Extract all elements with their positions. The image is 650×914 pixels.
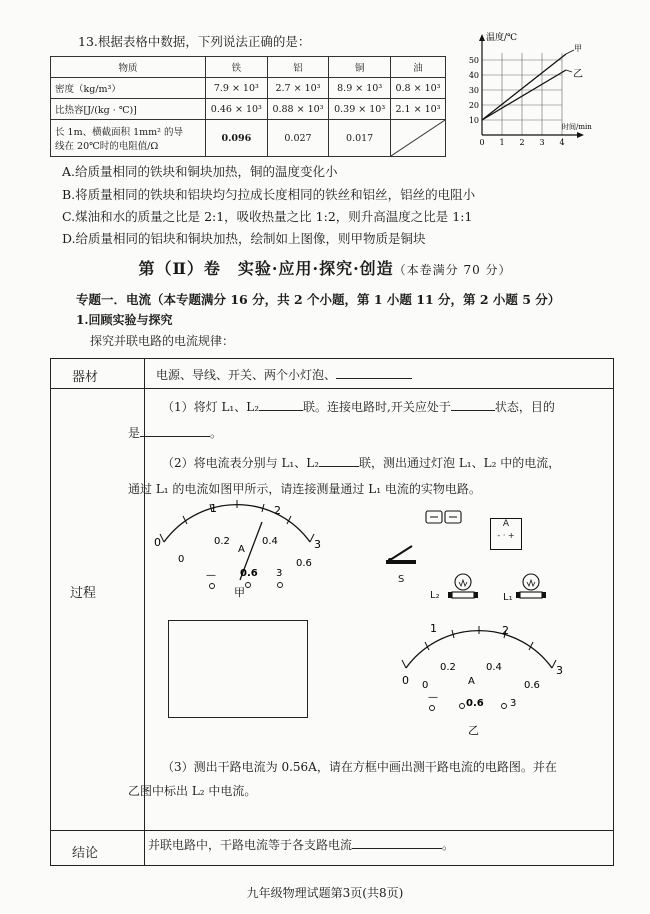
- step3-line2: 乙图中标出 L₂ 中电流。: [128, 784, 257, 798]
- meter-caption: 甲: [234, 586, 245, 599]
- dial-outer-label: 0: [402, 674, 409, 687]
- option-c: C.煤油和水的质量之比是 2:1，吸收热量之比 1:2，则升高温度之比是 1:1: [62, 209, 473, 224]
- dial-outer-label: 1: [210, 502, 217, 515]
- y-tick: 30: [468, 86, 479, 95]
- question-13-stem: 13.根据表格中数据，下列说法正确的是：: [78, 34, 311, 49]
- circuit-answer-box[interactable]: [168, 620, 308, 718]
- step1-text: 。: [210, 426, 223, 440]
- ammeter-yi-dial: [392, 616, 572, 740]
- table-header-cell: 油: [390, 57, 445, 78]
- table-header-row: [51, 57, 446, 78]
- line-jia: [482, 54, 566, 120]
- step3-line1: （3）测出干路电流为 0.56A，请在方框中画出测干路电流的电路图。并在: [162, 760, 557, 774]
- table-cell: 0.39 × 10³: [329, 99, 391, 120]
- table-cell: 7.9 × 10³: [206, 78, 268, 99]
- diagonal-slash-icon: [391, 120, 445, 156]
- dial-inner-label: 0: [178, 554, 185, 565]
- lamp-l1-label: L₁: [503, 592, 513, 603]
- dial-inner-label: 0.6: [524, 680, 540, 691]
- table-row-label-line: 长 1m、横截面积 1mm² 的导: [55, 127, 183, 138]
- step1-line1: [162, 398, 555, 416]
- table-cell-diagonal: [390, 120, 445, 157]
- dial-inner-label: 0.2: [214, 536, 230, 547]
- table-row: [51, 99, 446, 120]
- section-title: [0, 256, 650, 279]
- table-row-label: 密度（kg/m³）: [51, 78, 206, 99]
- subtopic-heading: 1.回顾实验与探究: [76, 313, 173, 327]
- y-tick: 10: [468, 116, 479, 125]
- step1-text: （1）将灯 L₁、L₂: [162, 400, 260, 414]
- x-tick: 2: [519, 138, 525, 146]
- table-cell: 0.027: [267, 120, 329, 157]
- blank-equipment[interactable]: [336, 366, 412, 379]
- equipment-label: 器材: [72, 370, 99, 385]
- terminal-3: 3: [276, 568, 283, 579]
- label-jia: 甲: [574, 44, 582, 53]
- table-cell: 2.1 × 10³: [390, 99, 445, 120]
- dial-outer-label: 3: [314, 538, 321, 551]
- ammeter-letter: A: [502, 519, 510, 529]
- step2-line2: 通过 L₁ 的电流如图甲所示，请连接测量通过 L₁ 电流的实物电路。: [128, 482, 481, 496]
- blank-meter-connect[interactable]: [319, 454, 359, 467]
- lamp-l1-icon: [514, 570, 548, 604]
- graph-ylabel: 温度/℃: [486, 33, 518, 43]
- option-a: A.给质量相同的铁块和铜块加热，铜的温度变化小: [62, 164, 338, 179]
- blank-switch-state[interactable]: [451, 398, 495, 411]
- ammeter-terminals: - · +: [497, 531, 515, 540]
- table-row-label: [51, 120, 206, 157]
- ammeter-component-icon: [490, 518, 522, 550]
- label-yi: 乙: [573, 69, 583, 80]
- table-cell: 0.017: [329, 120, 391, 157]
- terminal-06: 0.6: [466, 698, 484, 709]
- table-row: [51, 120, 446, 157]
- blank-conclusion[interactable]: [352, 836, 442, 849]
- conclusion-label: 结论: [72, 846, 99, 861]
- dial-outer-label: 3: [556, 664, 563, 677]
- dial-inner-label: 0.2: [440, 662, 456, 673]
- equipment-text: [156, 366, 412, 384]
- x-tick: 3: [539, 138, 545, 146]
- lamp-l2-label: L₂: [430, 590, 440, 601]
- battery-icon: [424, 507, 464, 527]
- table-cell: 8.9 × 10³: [329, 78, 391, 99]
- lamp-l2-icon: [446, 570, 480, 604]
- equipment-list: 电源、导线、开关、两个小灯泡、: [156, 368, 337, 382]
- section-title-note: （本卷满分 70 分）: [393, 263, 512, 277]
- graph-xlabel: 时间/min: [562, 123, 592, 131]
- step2-line1: [162, 454, 560, 472]
- table-header-cell: 铁: [206, 57, 268, 78]
- conclusion-text: [148, 836, 454, 854]
- dial-unit: A: [238, 544, 245, 555]
- table-cell: 0.096: [206, 120, 268, 157]
- table-divider: [50, 388, 614, 389]
- x-tick: 4: [559, 138, 565, 146]
- dial-inner-label: 0.6: [296, 558, 312, 569]
- table-divider: [50, 830, 614, 831]
- x-tick: 0: [479, 138, 485, 146]
- option-d: D.给质量相同的铝块和铜块加热，绘制如上图像，则甲物质是铜块: [62, 231, 426, 246]
- table-row-label: 比热容[J/(kg · ℃)]: [51, 99, 206, 120]
- process-label: 过程: [70, 586, 97, 601]
- explore-heading: 探究并联电路的电流规律：: [90, 334, 235, 348]
- conclusion-sentence: 并联电路中，干路电流等于各支路电流: [148, 838, 353, 852]
- ammeter-jia-dial: [150, 500, 330, 600]
- option-b: B.将质量相同的铁块和铝块均匀拉成长度相同的铁丝和铝丝，铝丝的电阻小: [62, 187, 476, 202]
- x-tick: 1: [499, 138, 505, 146]
- terminal-06: 0.6: [240, 568, 258, 579]
- page-footer: 九年级物理试题第3页(共8页): [246, 886, 404, 900]
- switch-label: S: [398, 574, 405, 585]
- blank-purpose[interactable]: [140, 424, 210, 437]
- conclusion-end: 。: [442, 838, 455, 852]
- dial-inner-label: 0: [422, 680, 429, 691]
- terminal-minus: —: [428, 692, 438, 703]
- y-tick: 50: [468, 56, 479, 65]
- y-tick: 40: [468, 71, 479, 80]
- table-cell: 0.8 × 10³: [390, 78, 445, 99]
- step1-text: 联。连接电路时,开关应处于: [303, 400, 451, 414]
- material-properties-table: [50, 56, 446, 157]
- dial-outer-label: 0: [154, 536, 161, 549]
- dial-outer-label: 2: [274, 504, 281, 517]
- meter-caption: 乙: [468, 724, 479, 737]
- table-row-label-line: 线在 20℃时的电阻值/Ω: [55, 141, 159, 152]
- table-header-cell: 铜: [329, 57, 391, 78]
- section-title-main: 第（Ⅱ）卷 实验·应用·探究·创造: [138, 259, 394, 278]
- table-header-cell: 物质: [51, 57, 206, 78]
- step1-text: 状态，目的: [494, 400, 555, 414]
- temperature-time-graph: [462, 28, 592, 146]
- dial-unit: A: [468, 676, 475, 687]
- dial-inner-label: 0.4: [486, 662, 502, 673]
- table-row: [51, 78, 446, 99]
- table-header-cell: 铝: [267, 57, 329, 78]
- step2-text: 联，测出通过灯泡 L₁、L₂ 中的电流，: [359, 456, 561, 470]
- blank-connect-type[interactable]: [259, 398, 303, 411]
- terminal-minus: —: [206, 570, 216, 581]
- step1-text: 是: [128, 426, 141, 440]
- dial-inner-label: 0.4: [262, 536, 278, 547]
- table-cell: 2.7 × 10³: [267, 78, 329, 99]
- step1-line2: [128, 424, 222, 442]
- dial-outer-label: 1: [430, 622, 437, 635]
- table-cell: 0.88 × 10³: [267, 99, 329, 120]
- line-yi: [482, 70, 566, 120]
- topic-heading: 专题一．电流（本专题满分 16 分，共 2 个小题，第 1 小题 11 分，第 2 小题 5 分）: [76, 292, 561, 307]
- table-cell: 0.46 × 10³: [206, 99, 268, 120]
- dial-outer-label: 2: [502, 624, 509, 637]
- y-tick: 20: [468, 101, 479, 110]
- switch-icon: [384, 540, 420, 568]
- terminal-3: 3: [510, 698, 517, 709]
- step2-text: （2）将电流表分别与 L₁、L₂: [162, 456, 320, 470]
